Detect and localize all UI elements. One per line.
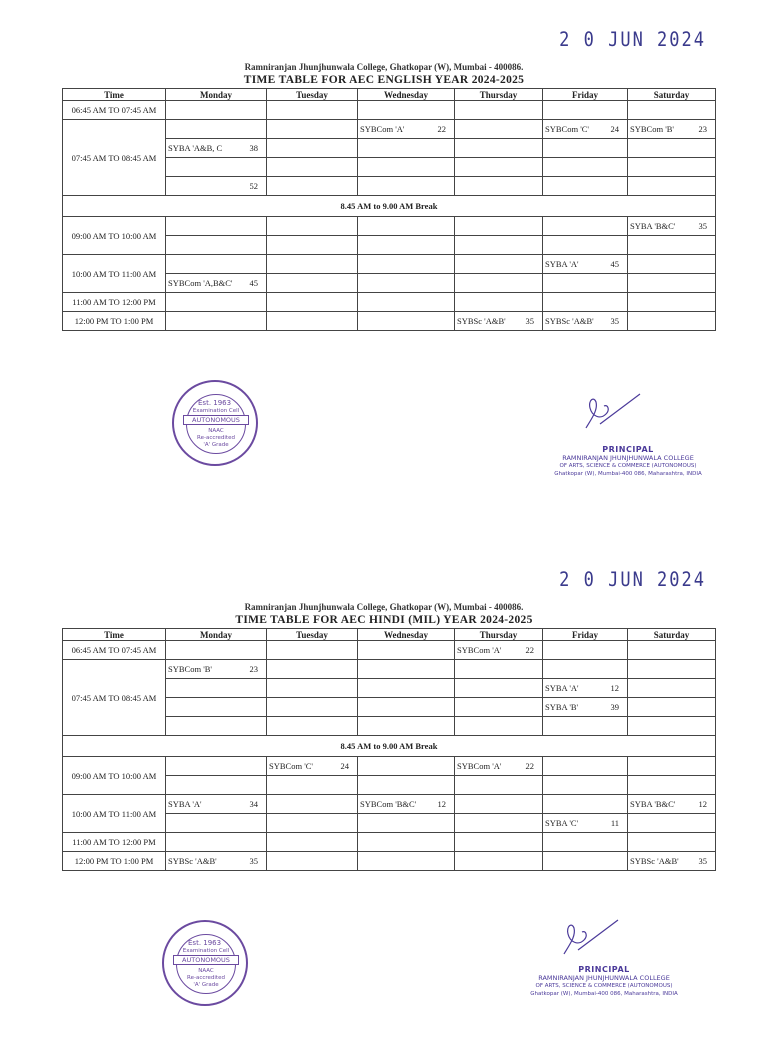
class-label: SYBA 'B&C' (630, 221, 676, 231)
class-label: SYBSc 'A&B' (545, 316, 594, 326)
class-label: SYBCom 'A,B&C' (168, 278, 233, 288)
student-count: 35 (698, 221, 707, 231)
table-row (63, 795, 716, 814)
break-row (63, 736, 716, 757)
principal-line: Ghatkopar (W), Mumbai-400 086, Maharashtra, INDIA (554, 471, 702, 477)
table-row (63, 101, 716, 120)
principal-line: RAMNIRANJAN JHUNJHUNWALA COLLEGE (562, 454, 694, 462)
student-count: 12 (698, 799, 707, 809)
time-slot: 09:00 AM TO 10:00 AM (63, 757, 166, 795)
header-row (63, 89, 716, 101)
class-cell (455, 312, 543, 331)
time-slot: 12:00 PM TO 1:00 PM (63, 852, 166, 871)
break-label: 8.45 AM to 9.00 AM Break (63, 736, 716, 757)
student-count: 52 (249, 181, 258, 191)
student-count: 45 (610, 259, 619, 269)
examination-cell-seal (162, 920, 248, 1006)
time-slot: 07:45 AM TO 08:45 AM (63, 660, 166, 736)
seal-est: Est. 1963 (198, 399, 232, 407)
class-cell (267, 757, 358, 776)
student-count: 12 (437, 799, 446, 809)
seal-est: Est. 1963 (188, 939, 222, 947)
seal-autonomous: AUTONOMOUS (173, 955, 239, 965)
header-time: Time (63, 89, 166, 101)
college-name: Ramniranjan Jhunjhunwala College, Ghatkopar (W), Mumbai - 400086. (244, 602, 524, 612)
date-stamp: 2 0 JUN 2024 (559, 28, 706, 52)
seal-autonomous: AUTONOMOUS (183, 415, 249, 425)
college-name: Ramniranjan Jhunjhunwala College, Ghatkopar (W), Mumbai - 400086. (244, 62, 524, 72)
table-row (63, 833, 716, 852)
class-cell (628, 217, 716, 236)
principal-line: OF ARTS, SCIENCE & COMMERCE (AUTONOMOUS) (535, 983, 673, 989)
principal-stamp (538, 446, 718, 478)
header-thursday: Thursday (455, 629, 543, 641)
table-row (63, 255, 716, 274)
class-label: SYBA 'B' (545, 702, 579, 712)
class-cell (543, 679, 628, 698)
class-label: SYBCom 'C' (545, 124, 589, 134)
student-count: 12 (610, 683, 619, 693)
class-cell (166, 852, 267, 871)
hindi-timetable-section (0, 540, 768, 1052)
header-thursday: Thursday (455, 89, 543, 101)
table-row (63, 757, 716, 776)
student-count: 45 (249, 278, 258, 288)
time-slot: 09:00 AM TO 10:00 AM (63, 217, 166, 255)
student-count: 39 (610, 702, 619, 712)
class-label: SYBCom 'A' (360, 124, 405, 134)
header-friday: Friday (543, 629, 628, 641)
seal-naac: NAAC Re-accredited 'A' Grade (187, 968, 225, 988)
examination-cell-seal (172, 380, 258, 466)
class-cell (166, 660, 267, 679)
class-label: SYBA 'B&C' (630, 799, 676, 809)
time-slot: 10:00 AM TO 11:00 AM (63, 255, 166, 293)
class-label: SYBSc 'A&B' (168, 856, 217, 866)
table-row (63, 293, 716, 312)
table-row (63, 641, 716, 660)
time-slot: 11:00 AM TO 12:00 PM (63, 293, 166, 312)
seal-cell: Examination Cell (192, 408, 240, 414)
class-cell (628, 852, 716, 871)
class-cell (543, 698, 628, 717)
student-count: 22 (525, 761, 534, 771)
class-cell (358, 120, 455, 139)
class-label: SYBA 'C' (545, 818, 579, 828)
class-cell (628, 120, 716, 139)
header-monday: Monday (166, 89, 267, 101)
class-label: SYBCom 'B' (630, 124, 674, 134)
class-label: SYBA 'A&B, C (168, 143, 223, 153)
student-count: 22 (437, 124, 446, 134)
header-time: Time (63, 629, 166, 641)
class-cell (166, 274, 267, 293)
time-slot: 10:00 AM TO 11:00 AM (63, 795, 166, 833)
timetable-title: TIME TABLE FOR AEC ENGLISH YEAR 2024-2025 (243, 74, 525, 86)
time-slot: 11:00 AM TO 12:00 PM (63, 833, 166, 852)
principal-stamp (514, 966, 694, 998)
principal-line: RAMNIRANJAN JHUNJHUNWALA COLLEGE (538, 974, 670, 982)
header-wednesday: Wednesday (358, 89, 455, 101)
table-row (63, 120, 716, 139)
time-slot: 06:45 AM TO 07:45 AM (63, 101, 166, 120)
time-slot: 12:00 PM TO 1:00 PM (63, 312, 166, 331)
student-count: 11 (610, 818, 619, 828)
header-saturday: Saturday (628, 629, 716, 641)
break-row (63, 196, 716, 217)
header-tuesday: Tuesday (267, 89, 358, 101)
timetable-table (62, 88, 716, 331)
class-label: SYBCom 'C' (269, 761, 313, 771)
table-row (63, 852, 716, 871)
student-count: 34 (249, 799, 258, 809)
table-row (63, 312, 716, 331)
principal-signature (556, 914, 626, 966)
student-count: 22 (525, 645, 534, 655)
class-cell (543, 814, 628, 833)
principal-line: Ghatkopar (W), Mumbai-400 086, Maharashtra, INDIA (530, 991, 678, 997)
class-label: SYBA 'A' (545, 259, 579, 269)
timetable-title: TIME TABLE FOR AEC HINDI (MIL) YEAR 2024-2025 (235, 614, 533, 626)
principal-signature (578, 388, 648, 440)
class-cell (543, 312, 628, 331)
class-cell (166, 177, 267, 196)
class-label: SYBA 'A' (545, 683, 579, 693)
header-tuesday: Tuesday (267, 629, 358, 641)
class-label: SYBSc 'A&B' (457, 316, 506, 326)
student-count: 24 (340, 761, 349, 771)
class-label: SYBCom 'B' (168, 664, 212, 674)
class-label: SYBA 'A' (168, 799, 202, 809)
class-cell (166, 795, 267, 814)
timetable-table (62, 628, 716, 871)
header-friday: Friday (543, 89, 628, 101)
student-count: 35 (610, 316, 619, 326)
time-slot: 06:45 AM TO 07:45 AM (63, 641, 166, 660)
header-monday: Monday (166, 629, 267, 641)
seal-naac: NAAC Re-accredited 'A' Grade (197, 428, 235, 448)
student-count: 23 (698, 124, 707, 134)
class-label: SYBSc 'A&B' (630, 856, 679, 866)
header-saturday: Saturday (628, 89, 716, 101)
student-count: 23 (249, 664, 258, 674)
header-row (63, 629, 716, 641)
student-count: 35 (249, 856, 258, 866)
student-count: 35 (525, 316, 534, 326)
principal-title: PRINCIPAL (602, 445, 654, 454)
student-count: 35 (698, 856, 707, 866)
english-timetable-section (0, 0, 768, 512)
class-cell (455, 641, 543, 660)
class-cell (455, 757, 543, 776)
class-cell (543, 120, 628, 139)
class-cell (628, 795, 716, 814)
date-stamp: 2 0 JUN 2024 (559, 568, 706, 592)
class-cell (358, 795, 455, 814)
class-cell (166, 139, 267, 158)
principal-title: PRINCIPAL (578, 965, 630, 974)
seal-cell: Examination Cell (182, 948, 230, 954)
class-label: SYBCom 'A' (457, 645, 502, 655)
break-label: 8.45 AM to 9.00 AM Break (63, 196, 716, 217)
header-wednesday: Wednesday (358, 629, 455, 641)
student-count: 24 (610, 124, 619, 134)
principal-line: OF ARTS, SCIENCE & COMMERCE (AUTONOMOUS) (559, 463, 697, 469)
class-label: SYBCom 'A' (457, 761, 502, 771)
table-row (63, 217, 716, 236)
class-cell (543, 255, 628, 274)
class-label: SYBCom 'B&C' (360, 799, 417, 809)
student-count: 38 (249, 143, 258, 153)
time-slot: 07:45 AM TO 08:45 AM (63, 120, 166, 196)
table-row (63, 660, 716, 679)
